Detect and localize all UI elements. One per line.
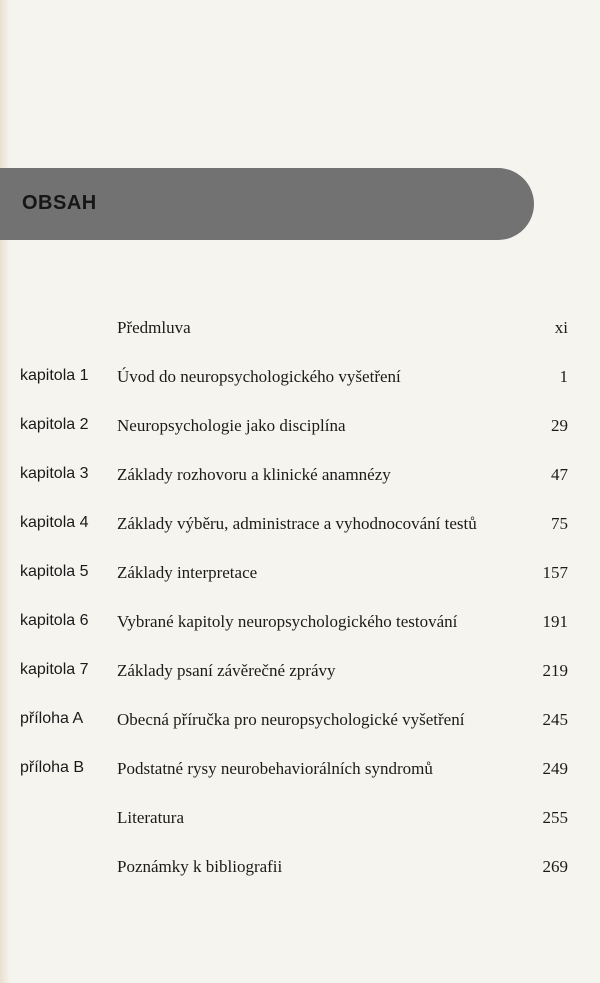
- toc-page-number: 75: [551, 514, 568, 533]
- toc-label: kapitola 6: [20, 612, 89, 629]
- toc-page-number: 249: [542, 759, 568, 778]
- toc-page-number: 255: [542, 808, 568, 827]
- toc-page-number: 245: [542, 710, 568, 729]
- toc-title: Poznámky k bibliografii: [117, 857, 283, 876]
- toc-label: kapitola 3: [20, 465, 89, 482]
- toc-label: kapitola 5: [20, 563, 89, 580]
- toc-row-appendix-a: [0, 710, 600, 759]
- toc-title: Obecná příručka pro neuropsychologické vyšetření: [117, 710, 465, 729]
- toc-page-number: 1: [559, 367, 568, 386]
- toc-row-chapter-2: [0, 416, 600, 465]
- toc-title: Neuropsychologie jako disciplína: [117, 416, 346, 435]
- toc-title: Základy psaní závěrečné zprávy: [117, 661, 336, 680]
- toc-title: Vybrané kapitoly neuropsychologického testování: [117, 612, 458, 631]
- toc-title: Předmluva: [117, 318, 191, 337]
- toc-page-number: 269: [542, 857, 568, 876]
- toc-title: Základy interpretace: [117, 563, 258, 582]
- toc-row-chapter-3: [0, 465, 600, 514]
- toc-page-number: 29: [551, 416, 568, 435]
- toc-label: příloha A: [20, 710, 84, 727]
- page-title: OBSAH: [22, 192, 97, 214]
- toc-title: Základy rozhovoru a klinické anamnézy: [117, 465, 391, 484]
- toc-row-chapter-7: [0, 661, 600, 710]
- toc-page-number: 157: [542, 563, 568, 582]
- toc-row-chapter-1: [0, 367, 600, 416]
- toc-row-bibliography-notes: [0, 857, 600, 906]
- toc-title: Základy výběru, administrace a vyhodnocování testů: [117, 514, 477, 533]
- table-of-contents: [0, 318, 600, 906]
- toc-title: Literatura: [117, 808, 185, 827]
- toc-label: příloha B: [20, 759, 85, 776]
- toc-row-chapter-4: [0, 514, 600, 563]
- toc-label: kapitola 2: [20, 416, 89, 433]
- toc-page-number: 219: [542, 661, 568, 680]
- toc-title: Podstatné rysy neurobehaviorálních syndromů: [117, 759, 433, 778]
- toc-row-appendix-b: [0, 759, 600, 808]
- toc-row-chapter-5: [0, 563, 600, 612]
- toc-page-number: 191: [542, 612, 568, 631]
- toc-label: kapitola 7: [20, 661, 89, 678]
- toc-label: kapitola 4: [20, 514, 89, 531]
- toc-row-preface: [0, 318, 600, 367]
- toc-page-number: 47: [551, 465, 568, 484]
- toc-label: kapitola 1: [20, 367, 89, 384]
- toc-page-number: xi: [554, 318, 568, 337]
- toc-title: Úvod do neuropsychologického vyšetření: [117, 367, 401, 386]
- toc-row-literature: [0, 808, 600, 857]
- toc-row-chapter-6: [0, 612, 600, 661]
